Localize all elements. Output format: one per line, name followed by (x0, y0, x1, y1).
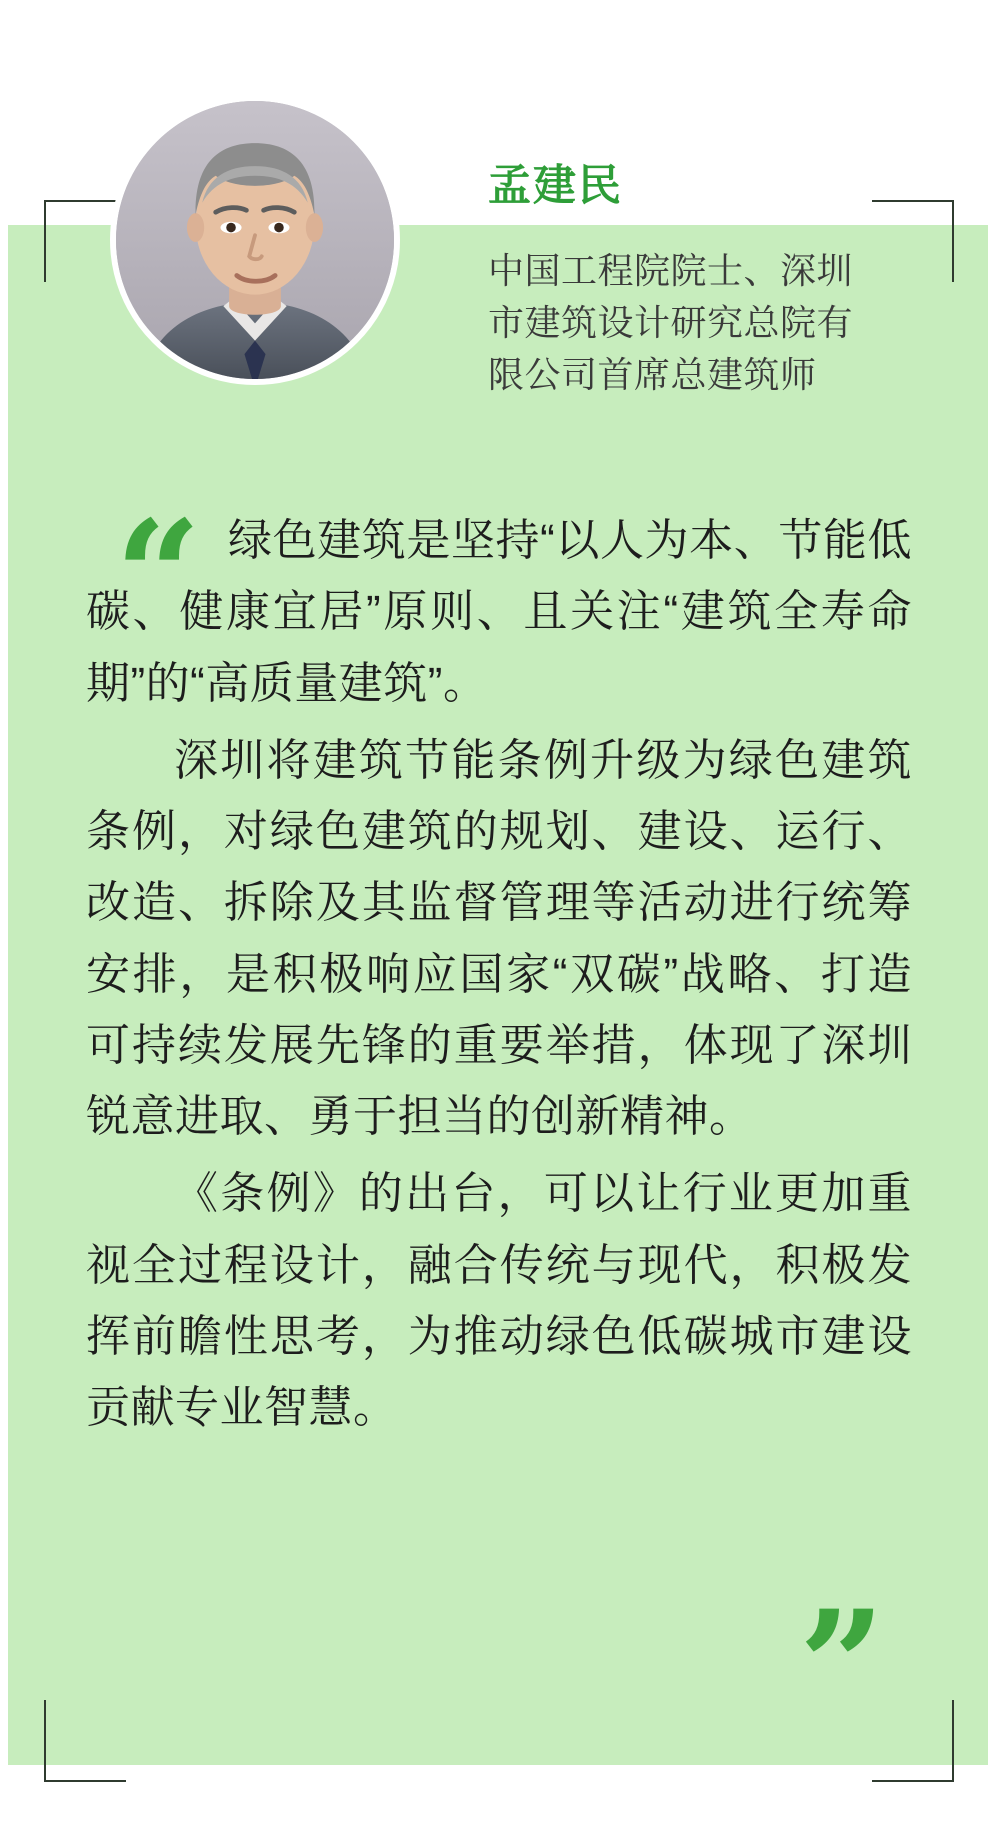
quote-paragraph-1: 绿色建筑是坚持“以人为本、节能低碳、健康宜居”原则、且关注“建筑全寿命期”的“高质量建筑”。 (86, 516, 912, 708)
profile-header (0, 0, 996, 470)
corner-bracket-bottom-left (44, 1700, 126, 1782)
avatar (110, 95, 400, 385)
quote-paragraph-3: 《条例》的出台，可以让行业更加重视全过程设计，融合传统与现代，积极发挥前瞻性思考，为推动绿色低碳城市建设贡献专业智慧。 (86, 1169, 912, 1433)
person-name: 孟建民 (488, 162, 623, 210)
portrait-photo-icon (116, 101, 394, 379)
quote-paragraph-2: 深圳将建筑节能条例升级为绿色建筑条例，对绿色建筑的规划、建设、运行、改造、拆除及其监督管理等活动进行统筹安排，是积极响应国家“双碳”战略、打造可持续发展先锋的重要举措，体现了深圳锐意进取、勇于担当的创新精神。 (86, 735, 912, 1142)
quote-open-icon: “ (115, 488, 202, 664)
quote-body (86, 488, 912, 1449)
person-title: 中国工程院院士、深圳市建筑设计研究总院有限公司首席总建筑师 (488, 250, 854, 396)
quote-close-icon: ” (798, 1578, 885, 1754)
